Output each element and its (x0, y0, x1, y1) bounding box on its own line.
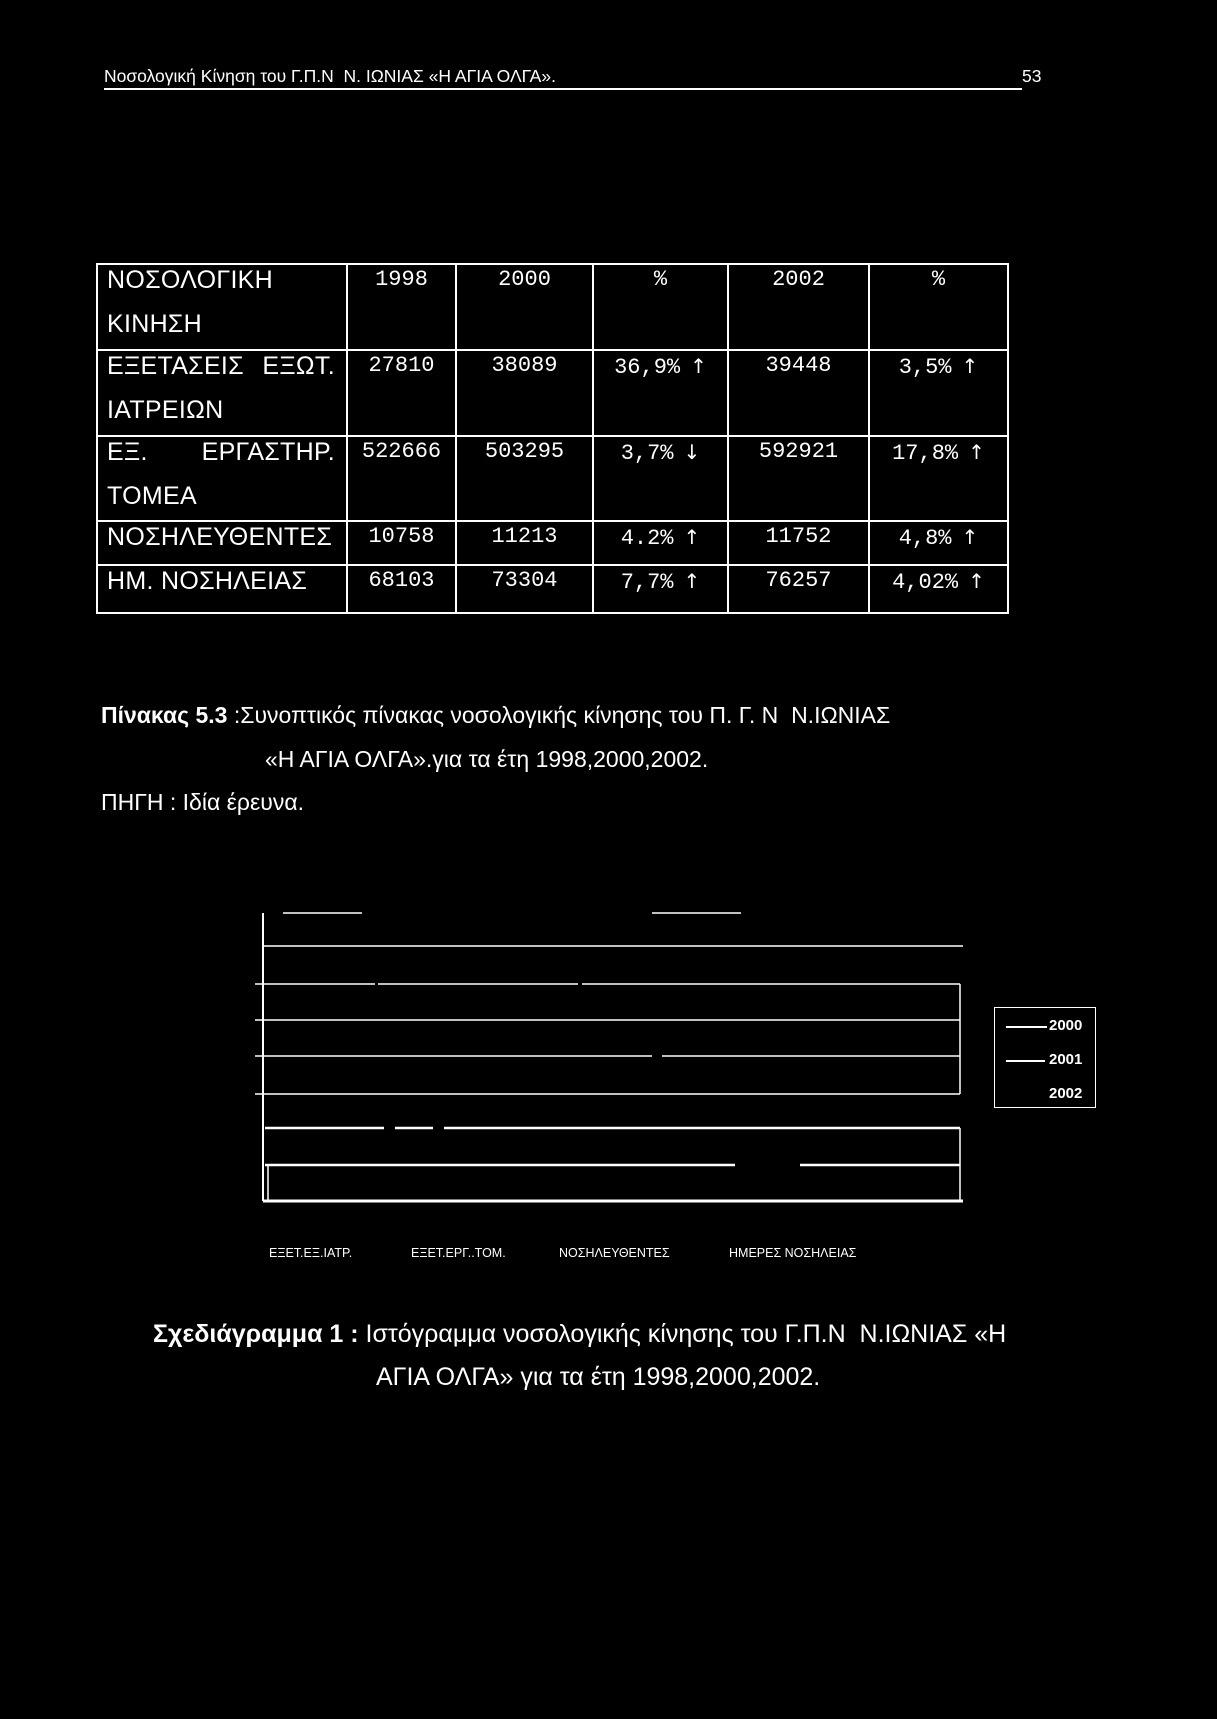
cell-2002 (728, 436, 869, 521)
page-number: 53 (1022, 66, 1042, 86)
cell-pct-2002 (869, 350, 1008, 436)
x-tick-label: ΕΞΕΤ.ΕΞ.ΙΑΤΡ. (269, 1246, 353, 1260)
value-2000: 503295 (484, 439, 565, 464)
cell-1998 (347, 565, 456, 613)
x-tick-label: ΕΞΕΤ.ΕΡΓ..ΤΟΜ. (411, 1246, 506, 1260)
header-cell-2000 (456, 264, 593, 350)
cell-1998 (347, 350, 456, 436)
header-2000: 2000 (498, 267, 551, 292)
row-label-line2: ΙΑΤΡΕΙΩΝ (107, 396, 224, 424)
pct-2002 (870, 439, 1007, 467)
cell-pct-2002 (869, 436, 1008, 521)
value-2000: 73304 (491, 568, 558, 593)
table-header-row (97, 264, 1008, 350)
cell-2000 (456, 436, 593, 521)
pct-2002-value: 4,8% (898, 526, 952, 551)
legend-label-2001: 2001 (1049, 1051, 1083, 1068)
figure-caption-line1 (153, 1320, 1006, 1348)
row-label-cell (97, 436, 347, 521)
header-label-line2: ΚΙΝΗΣΗ (107, 310, 203, 338)
x-tick-label: ΝΟΣΗΛΕΥΘΕΝΤΕΣ (559, 1246, 670, 1260)
arrow-up-icon: ↑ (683, 569, 701, 593)
cell-pct-2000 (593, 350, 728, 436)
pct-2000-value: 36,9% (614, 355, 681, 380)
cell-2000 (456, 350, 593, 436)
arrow-up-icon: ↑ (968, 569, 985, 593)
pct-2002 (870, 568, 1007, 596)
legend-swatch-2001 (1006, 1060, 1045, 1062)
cell-pct-2000 (593, 436, 728, 521)
header-cell-pct-2002 (869, 264, 1008, 350)
arrow-up-icon: ↑ (683, 525, 701, 549)
row-label-line1: ΕΞ. ΕΡΓΑΣΤΗΡ. (107, 438, 335, 466)
header-2002: 2002 (772, 267, 825, 292)
header-pct-2000: % (653, 267, 668, 292)
table-row (97, 436, 1008, 521)
header-cell-1998 (347, 264, 456, 350)
figure-caption-line2: ΑΓΙΑ ΟΛΓΑ» για τα έτη 1998,2000,2002. (376, 1363, 821, 1391)
pct-2000 (594, 439, 727, 467)
arrow-up-icon: ↑ (961, 525, 979, 549)
header-pct-2002: % (931, 267, 946, 292)
table-caption-line2: «Η ΑΓΙΑ ΟΛΓΑ».για τα έτη 1998,2000,2002. (265, 746, 709, 772)
header-1998: 1998 (375, 267, 428, 292)
table-row (97, 350, 1008, 436)
cell-pct-2002 (869, 521, 1008, 565)
pct-2002 (870, 524, 1007, 552)
x-tick-label: ΗΜΕΡΕΣ ΝΟΣΗΛΕΙΑΣ (729, 1246, 857, 1260)
pct-2000-value: 3,7% (620, 441, 674, 466)
legend-label-2000: 2000 (1049, 1017, 1083, 1034)
row-label-cell (97, 565, 347, 613)
pct-2000-value: 4.2% (620, 526, 674, 551)
cell-2002 (728, 350, 869, 436)
pct-2000-value: 7,7% (620, 570, 674, 595)
value-2002: 39448 (765, 353, 832, 378)
value-1998: 68103 (368, 568, 435, 593)
value-2000: 11213 (491, 524, 558, 549)
header-label-line1: ΝΟΣΟΛΟΓΙΚΗ (107, 266, 274, 294)
value-1998: 522666 (361, 439, 442, 464)
cell-pct-2002 (869, 565, 1008, 613)
pct-2000 (594, 524, 727, 552)
table-caption-label: Πίνακας 5.3 (101, 702, 228, 728)
value-1998: 27810 (368, 353, 435, 378)
header-cell-pct-2000 (593, 264, 728, 350)
running-title: Νοσολογική Κίνηση του Γ.Π.Ν Ν. ΙΩΝΙΑΣ «Η ΑΓΙΑ ΟΛΓΑ». (104, 66, 556, 86)
pct-2002-value: 3,5% (898, 355, 952, 380)
row-label-cell (97, 521, 347, 565)
header-cell-2002 (728, 264, 869, 350)
value-1998: 10758 (368, 524, 435, 549)
table-caption-text: :Συνοπτικός πίνακας νοσολογικής κίνησης του Π. Γ. Ν Ν.ΙΩΝΙΑΣ (227, 702, 891, 728)
arrow-up-icon: ↑ (968, 440, 985, 464)
chart-legend (994, 1007, 1096, 1108)
figure-caption-label: Σχεδιάγραμμα 1 : (153, 1320, 359, 1348)
cell-pct-2000 (593, 521, 728, 565)
table-caption-line1 (101, 702, 890, 728)
arrow-down-icon: ↓ (683, 440, 701, 464)
pct-2000 (594, 353, 727, 381)
cell-pct-2000 (593, 565, 728, 613)
arrow-up-icon: ↑ (690, 354, 707, 378)
value-2002: 76257 (765, 568, 832, 593)
row-label-line1: ΝΟΣΗΛΕΥΘΕΝΤΕΣ (107, 523, 333, 551)
legend-swatch-2000 (1006, 1026, 1047, 1028)
row-label-line2: ΤΟΜΕΑ (107, 482, 197, 510)
pct-2002-value: 17,8% (892, 441, 959, 466)
header-underline (104, 88, 1022, 90)
table-row (97, 521, 1008, 565)
morbidity-table (96, 263, 1009, 614)
row-label-line1: ΕΞΕΤΑΣΕΙΣ ΕΞΩΤ. (107, 352, 335, 380)
arrow-up-icon: ↑ (961, 354, 979, 378)
table-row (97, 565, 1008, 613)
cell-2000 (456, 521, 593, 565)
cell-2000 (456, 565, 593, 613)
figure-caption-text: Ιστόγραμμα νοσολογικής κίνησης του Γ.Π.Ν Ν.ΙΩΝΙΑΣ «Η (358, 1320, 1007, 1348)
value-2000: 38089 (491, 353, 558, 378)
header-cell-label (97, 264, 347, 350)
pct-2000 (594, 568, 727, 596)
cell-2002 (728, 521, 869, 565)
table-source: ΠΗΓΗ : Ιδία έρευνα. (101, 789, 305, 815)
cell-1998 (347, 436, 456, 521)
row-label-cell (97, 350, 347, 436)
value-2002: 592921 (758, 439, 839, 464)
value-2002: 11752 (765, 524, 832, 549)
pct-2002-value: 4,02% (892, 570, 959, 595)
legend-label-2002: 2002 (1049, 1085, 1083, 1102)
cell-1998 (347, 521, 456, 565)
pct-2002 (870, 353, 1007, 381)
row-label-line1: ΗΜ. ΝΟΣΗΛΕΙΑΣ (107, 567, 308, 595)
histogram-chart (245, 905, 975, 1210)
cell-2002 (728, 565, 869, 613)
